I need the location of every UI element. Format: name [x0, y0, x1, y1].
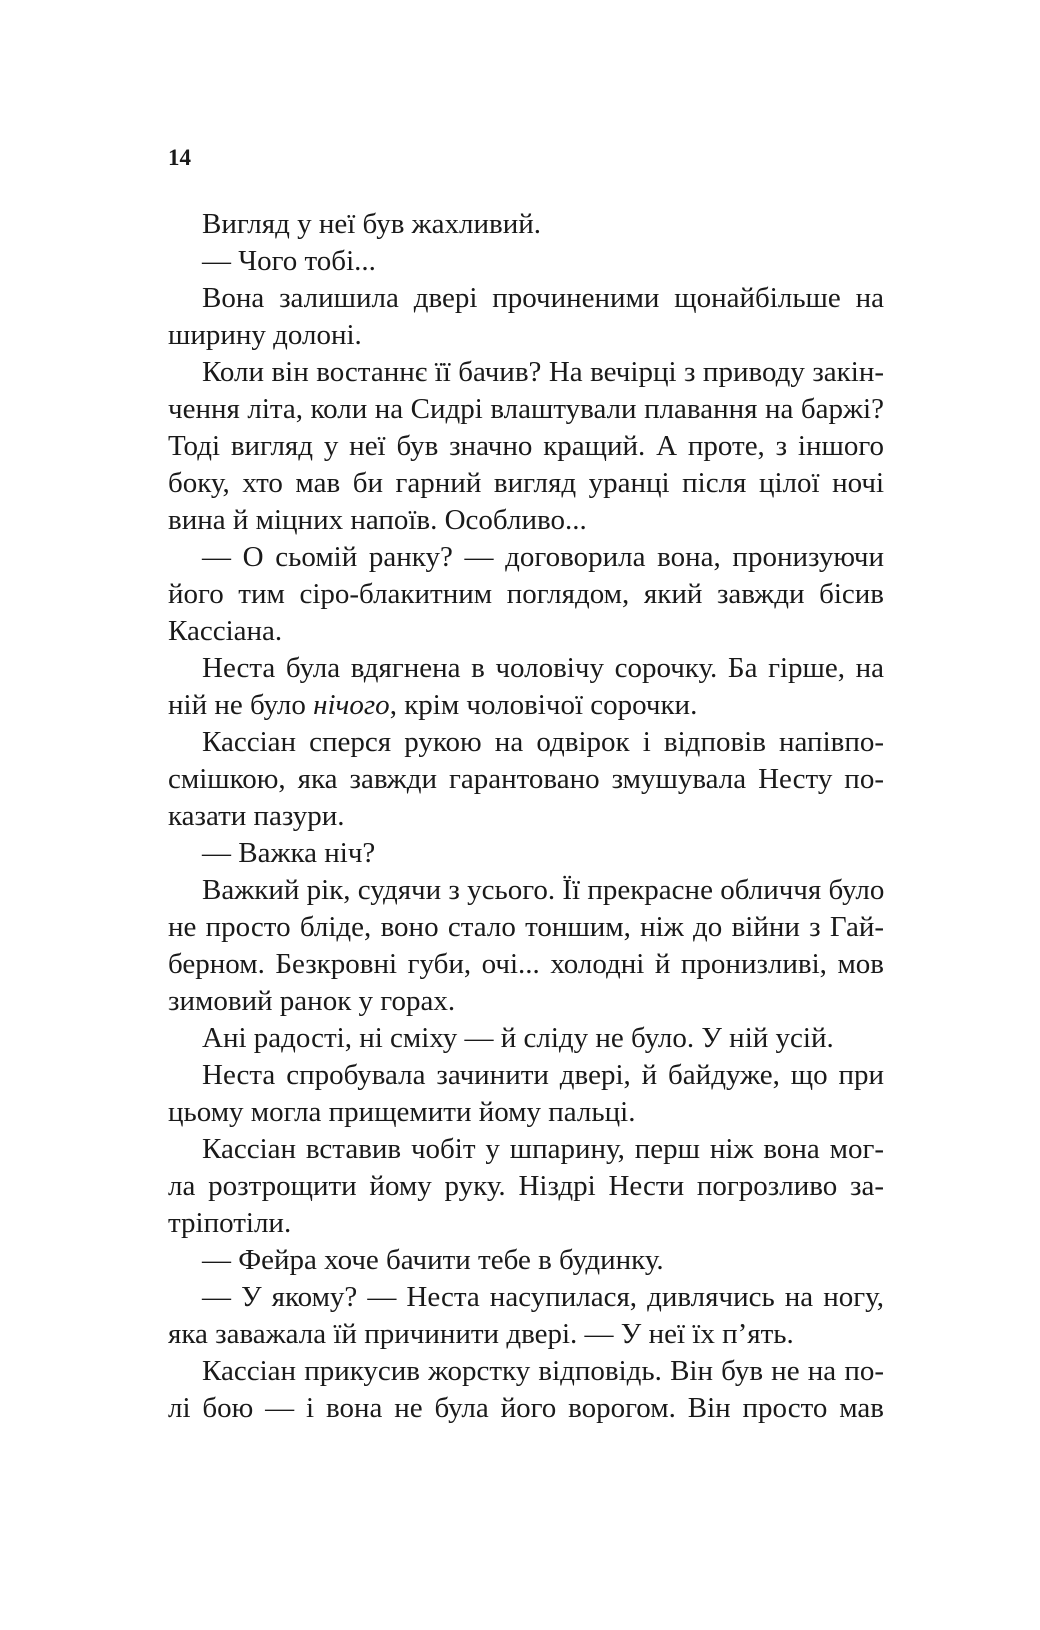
text-line: чення літа, коли на Сидрі влаштували плавання на баржі? — [168, 393, 884, 425]
text-line: — О сьомій ранку? — договорила вона, пронизуючи — [202, 541, 884, 573]
text-line: Кассіан прикусив жорстку відповідь. Він був не на по- — [202, 1355, 884, 1387]
text-line — [168, 687, 884, 724]
page-number: 14 — [168, 145, 191, 170]
text-line: Вигляд у неї був жахливий. — [202, 208, 542, 240]
text-run: ній не було — [168, 689, 314, 721]
body-text — [168, 206, 884, 1427]
text-line: його тим сіро-блакитним поглядом, який завжди бісив — [168, 578, 884, 610]
text-line: — Чого тобі... — [202, 245, 376, 277]
text-line: боку, хто мав би гарний вигляд уранці після цілої ночі — [168, 467, 884, 499]
text-line: — Фейра хоче бачити тебе в будинку. — [202, 1244, 664, 1276]
text-line: Неста була вдягнена в чоловічу сорочку. Ба гірше, на — [202, 652, 884, 684]
text-line: Вона залишила двері прочиненими щонайбільше на — [202, 282, 884, 314]
text-line: Важкий рік, судячи з усього. Її прекрасне обличчя було — [202, 874, 885, 906]
text-line: зимовий ранок у горах. — [168, 985, 456, 1017]
text-line: Кассіан вставив чобіт у шпарину, перш ніж вона мог- — [202, 1133, 884, 1165]
text-line: ширину долоні. — [168, 319, 362, 351]
text-line: — Важка ніч? — [202, 837, 376, 869]
text-run: , крім чоловічої сорочки. — [389, 689, 698, 721]
text-line: казати пазури. — [168, 800, 345, 832]
text-line: тріпотіли. — [168, 1207, 292, 1239]
text-line: цьому могла прищемити йому пальці. — [168, 1096, 636, 1128]
text-line: Кассіан сперся рукою на одвірок і відповів напівпо- — [202, 726, 884, 758]
text-line: не просто бліде, воно стало тоншим, ніж до війни з Гай- — [168, 911, 884, 943]
text-line: ла розтрощити йому руку. Ніздрі Нести погрозливо за- — [168, 1170, 884, 1202]
text-line: яка заважала їй причинити двері. — У неї їх п’ять. — [168, 1318, 794, 1350]
text-line: лі бою — і вона не була його ворогом. Він просто мав — [168, 1392, 884, 1424]
text-line: Ані радості, ні сміху — й сліду не було. У ній усій. — [202, 1022, 834, 1054]
emphasis-text: нічого — [313, 689, 390, 721]
text-line: берном. Безкровні губи, очі... холодні й пронизливі, мов — [168, 948, 884, 980]
text-line: — У якому? — Неста насупилася, дивлячись на ногу, — [202, 1281, 884, 1313]
text-line: Тоді вигляд у неї був значно кращий. А проте, з іншого — [168, 430, 884, 462]
text-line: Неста спробувала зачинити двері, й байдуже, що при — [202, 1059, 884, 1091]
text-line: вина й міцних напоїв. Особливо... — [168, 504, 587, 536]
text-line: смішкою, яка завжди гарантовано змушувала Несту по- — [168, 763, 884, 795]
text-line: Коли він востаннє її бачив? На вечірці з приводу закін- — [202, 356, 884, 388]
text-line: Кассіана. — [168, 615, 283, 647]
